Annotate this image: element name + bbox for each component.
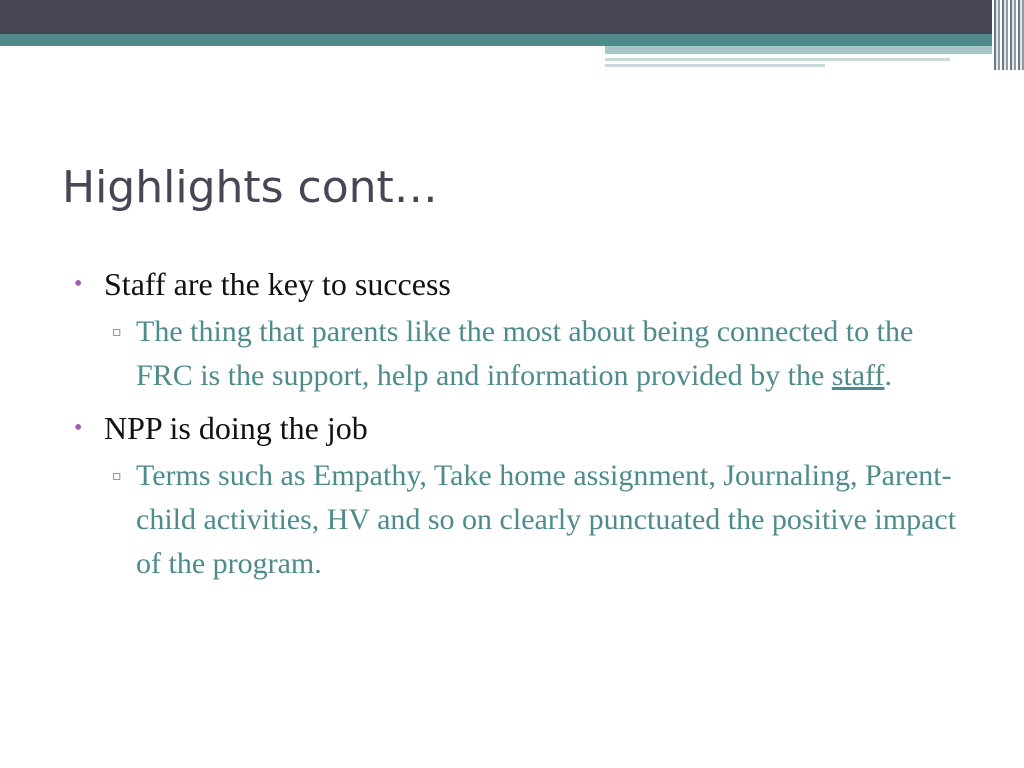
bullet-item [72,264,972,304]
bullet-dot-icon: • [74,271,83,297]
header-decor-line [605,64,825,67]
sub-bullet-text-part: . [884,359,893,392]
bullet-text: NPP is doing the job [104,410,368,446]
square-bullet-icon: ▫ [112,468,122,484]
header-bar [0,0,1024,34]
header-accent-band [0,34,1024,46]
sub-bullet-text-part: The thing that parents like the most about being connected to the FRC is the support, help and information provided by the [136,315,914,392]
header-stripes-decor [992,0,1024,70]
bullet-item [72,408,972,448]
sub-bullet-item [72,310,972,398]
bullet-dot-icon: • [74,415,83,441]
sub-bullet-item [72,454,972,586]
sub-bullet-text [136,315,913,392]
header-light-band [605,46,1000,54]
slide-body [72,264,972,596]
square-bullet-icon: ▫ [112,324,122,340]
underlined-word: staff [831,359,885,392]
sub-bullet-text: Terms such as Empathy, Take home assignment, Journaling, Parent-child activities, HV and so on clearly punctuated the positive impact of the program. [136,459,957,580]
header-decor-line [605,58,950,61]
slide-title: Highlights cont… [62,162,438,213]
bullet-text: Staff are the key to success [104,266,451,302]
